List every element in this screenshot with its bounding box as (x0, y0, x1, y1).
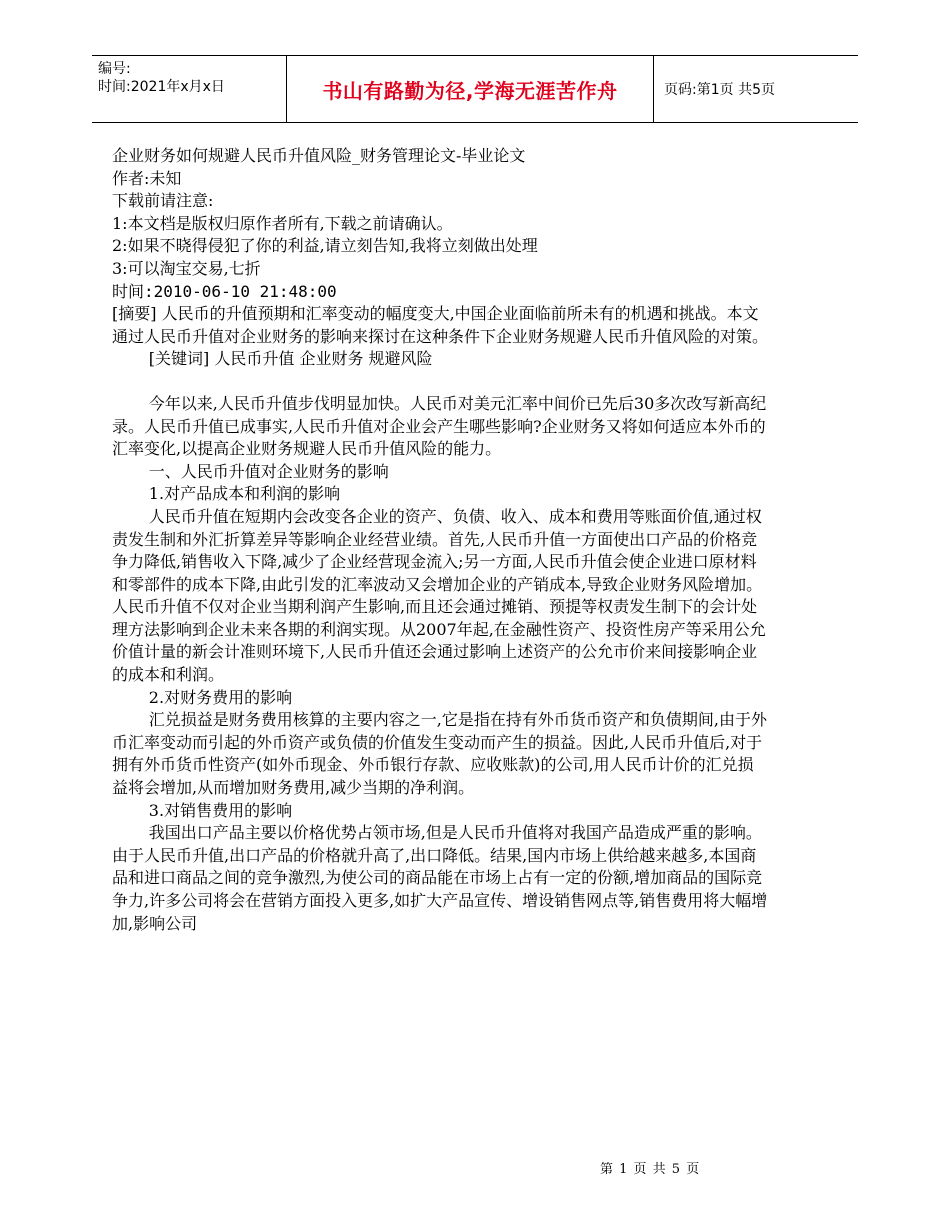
header-meta (92, 56, 286, 122)
doc-subheading-2: 2.对财务费用的影响 (148, 687, 293, 707)
header-motto: 书山有路勤为径,学海无涯苦作舟 (322, 78, 618, 103)
doc-title: 企业财务如何规避人民币升值风险_财务管理论文-毕业论文 (112, 146, 526, 165)
page-footer-number: 第 1 页 共 5 页 (600, 1162, 701, 1177)
header-time-label: 时间:2021年x月x日 (98, 79, 225, 95)
doc-subheading-1: 1.对产品成本和利润的影响 (148, 484, 341, 504)
header-number-label: 编号: (98, 61, 131, 77)
doc-paragraph-intro: 今年以来,人民币升值步伐明显加快。人民币对美元汇率中间价已先后30多次改写新高纪录。人民币升值已成事实,人民币升值对企业会产生哪些影响?企业财务又将如何适应本外币的汇率变化,以提高企业财务规避人民币升值风险的能力。 (112, 393, 767, 459)
document-body (112, 145, 768, 935)
header-page-info: 页码:第1页 共5页 (664, 82, 775, 98)
header-motto-cell (286, 56, 654, 122)
doc-paragraph-1: 人民币升值在短期内会改变各企业的资产、负债、收入、成本和费用等账面价值,通过权责发生制和外汇折算差异等影响企业经营业绩。首先,人民币升值一方面使出口产品的价格竞争力降低,销售收入下降,减少了企业经营现金流入;另一方面,人民币升值会使企业进口原材料和零部件的成本下降,由此引发的汇率波动又会增加企业的产销成本,导致企业财务风险增加。人民币升值不仅对企业当期利润产生影响,而且还会通过摊销、预提等权责发生制下的会计处理方法影响到企业未来各期的利润实现。从2007年起,在金融性资产、投资性房产等采用公允价值计量的新会计准则环境下,人民币升值还会通过影响上述资产的公允市价来间接影响企业的成本和利润。 (112, 506, 766, 685)
doc-notice-3: 3:可以淘宝交易,七折 (112, 258, 261, 278)
doc-paragraph-2: 汇兑损益是财务费用核算的主要内容之一,它是指在持有外币货币资产和负债期间,由于外币汇率变动而引起的外币资产或负债的价值发生变动而产生的损益。因此,人民币升值后,对于拥有外币货币性资产(如外币现金、外币银行存款、应收账款)的公司,用人民币计价的汇兑损益将会增加,从而增加财务费用,减少当期的净利润。 (112, 710, 767, 798)
doc-notice-2: 2:如果不晓得侵犯了你的利益,请立刻告知,我将立刻做出处理 (112, 236, 538, 256)
doc-notice-heading: 下载前请注意: (112, 191, 214, 211)
page-header (92, 55, 858, 123)
doc-author: 作者:未知 (112, 168, 182, 188)
doc-notice-1: 1:本文档是版权归原作者所有,下载之前请确认。 (112, 213, 453, 233)
header-page-info-cell (654, 56, 858, 122)
doc-subheading-3: 3.对销售费用的影响 (148, 800, 293, 820)
doc-time: 时间:2010-06-10 21:48:00 (112, 281, 337, 301)
doc-section-heading-1: 一、人民币升值对企业财务的影响 (148, 461, 389, 481)
doc-paragraph-3: 我国出口产品主要以价格优势占领市场,但是人民币升值将对我国产品造成严重的影响。由于人民币升值,出口产品的价格就升高了,出口降低。结果,国内市场上供给越来越多,本国商品和进口商品之间的竞争激烈,为使公司的商品能在市场上占有一定的份额,增加商品的国际竞争力,许多公司将会在营销方面投入更多,如扩大产品宣传、增设销售网点等,销售费用将大幅增加,影响公司 (112, 823, 768, 933)
doc-abstract: [摘要] 人民币的升值预期和汇率变动的幅度变大,中国企业面临前所未有的机遇和挑战。本文通过人民币升值对企业财务的影响来探讨在这种条件下企业财务规避人民币升值风险的对策。 (112, 304, 769, 346)
doc-keywords: [关键词] 人民币升值 企业财务 规避风险 (148, 349, 433, 369)
